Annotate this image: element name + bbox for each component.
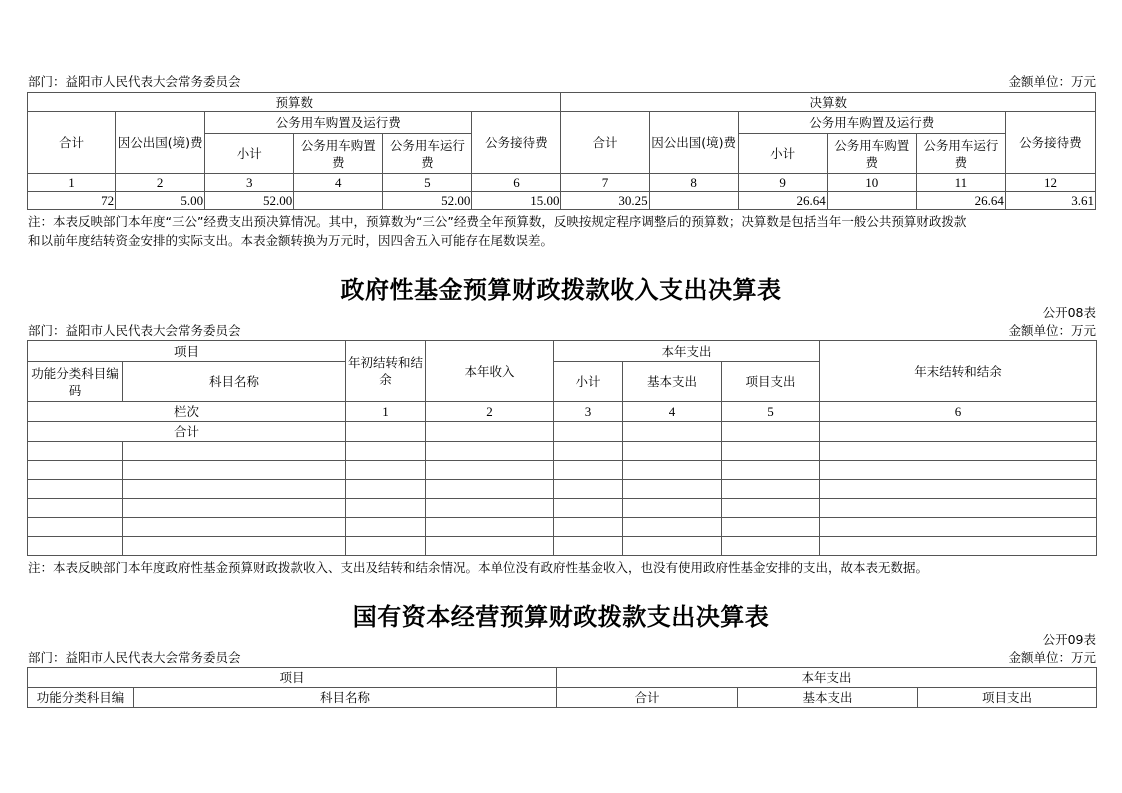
t1-index-cell: 4 xyxy=(294,174,383,192)
t3-unit: 金额单位：万元 xyxy=(1008,650,1096,665)
t2-col-income: 本年收入 xyxy=(426,341,554,402)
t1-col-car-group: 公务用车购置及运行费 xyxy=(205,112,472,134)
t2-index-cell: 4 xyxy=(623,402,722,422)
t1-value-cell: 52.00 xyxy=(383,192,472,210)
t1-unit: 金额单位：万元 xyxy=(1008,74,1096,89)
t1-col-total: 合计 xyxy=(28,112,116,174)
t1-budget-header: 预算数 xyxy=(28,93,561,112)
t1-index-cell: 12 xyxy=(1005,174,1095,192)
t3-col-basic: 基本支出 xyxy=(738,688,918,708)
t1-col-total-final: 合计 xyxy=(561,112,649,174)
t3-col-subject: 科目名称 xyxy=(134,688,557,708)
t1-col-car-run: 公务用车运行费 xyxy=(383,134,472,174)
t2-col-subject: 科目名称 xyxy=(123,362,346,402)
t2-col-func-code: 功能分类科目编码 xyxy=(28,362,123,402)
t2-index-cell: 3 xyxy=(554,402,623,422)
t3-col-item: 项目 xyxy=(28,668,557,688)
t2-total-row xyxy=(28,422,1097,442)
t1-col-car-buy-final: 公务用车购置费 xyxy=(827,134,916,174)
t3-table xyxy=(27,667,1097,708)
t1-index-cell: 6 xyxy=(472,174,561,192)
t1-value-cell: 3.61 xyxy=(1005,192,1095,210)
t1-index-cell: 5 xyxy=(383,174,472,192)
t1-note-line2: 和以前年度结转资金安排的实际支出。本表金额转换为万元时，因四舍五入可能存在尾数误差。 xyxy=(28,233,554,248)
t2-col-end: 年末结转和结余 xyxy=(820,341,1097,402)
t2-row-total-label: 合计 xyxy=(28,422,346,442)
table-row xyxy=(28,518,1097,537)
t1-value-cell: 26.64 xyxy=(738,192,827,210)
table-row xyxy=(28,537,1097,556)
t2-index-cell: 6 xyxy=(820,402,1097,422)
t1-dept: 部门：益阳市人民代表大会常务委员会 xyxy=(28,74,241,89)
t2-table xyxy=(27,340,1097,556)
t1-index-cell: 3 xyxy=(205,174,294,192)
t1-value-cell: 52.00 xyxy=(205,192,294,210)
t3-code: 公开09表 xyxy=(1042,632,1096,647)
t1-value-cell: 15.00 xyxy=(472,192,561,210)
t1-col-reception: 公务接待费 xyxy=(472,112,561,174)
t1-index-cell: 1 xyxy=(28,174,116,192)
t1-index-row xyxy=(28,174,1096,192)
t3-col-func-code: 功能分类科目编 xyxy=(28,688,134,708)
t1-table xyxy=(27,92,1096,210)
t1-index-cell: 7 xyxy=(561,174,649,192)
t1-index-cell: 11 xyxy=(916,174,1005,192)
t1-col-subtotal: 小计 xyxy=(205,134,294,174)
t1-value-cell: 26.64 xyxy=(916,192,1005,210)
t1-col-car-group-final: 公务用车购置及运行费 xyxy=(738,112,1005,134)
t1-col-reception-final: 公务接待费 xyxy=(1005,112,1095,174)
t1-col-abroad: 因公出国(境)费 xyxy=(116,112,205,174)
t3-col-expense: 本年支出 xyxy=(557,668,1097,688)
t2-col-subtotal: 小计 xyxy=(554,362,623,402)
t2-index-cell: 5 xyxy=(722,402,820,422)
table-row xyxy=(28,442,1097,461)
t1-value-cell: 5.00 xyxy=(116,192,205,210)
t2-unit: 金额单位：万元 xyxy=(1008,323,1096,338)
t3-col-total: 合计 xyxy=(557,688,738,708)
t1-value-cell xyxy=(827,192,916,210)
t2-row-index-label: 栏次 xyxy=(28,402,346,422)
t2-col-begin: 年初结转和结余 xyxy=(346,341,426,402)
t3-col-project: 项目支出 xyxy=(918,688,1097,708)
t2-title: 政府性基金预算财政拨款收入支出决算表 xyxy=(340,276,782,304)
t2-col-basic: 基本支出 xyxy=(623,362,722,402)
t1-index-cell: 2 xyxy=(116,174,205,192)
t2-code: 公开08表 xyxy=(1042,305,1096,320)
t3-title: 国有资本经营预算财政拨款支出决算表 xyxy=(352,603,770,631)
t2-col-project: 项目支出 xyxy=(722,362,820,402)
t2-col-expense: 本年支出 xyxy=(554,341,820,362)
t1-index-cell: 10 xyxy=(827,174,916,192)
t2-index-row xyxy=(28,402,1097,422)
t1-value-cell: 72 xyxy=(28,192,116,210)
t1-col-car-buy: 公务用车购置费 xyxy=(294,134,383,174)
t1-value-cell: 30.25 xyxy=(561,192,649,210)
t1-value-row xyxy=(28,192,1096,210)
t1-value-cell xyxy=(294,192,383,210)
t3-dept: 部门：益阳市人民代表大会常务委员会 xyxy=(28,650,241,665)
t2-dept: 部门：益阳市人民代表大会常务委员会 xyxy=(28,323,241,338)
t1-col-car-run-final: 公务用车运行费 xyxy=(916,134,1005,174)
t1-col-abroad-final: 因公出国(境)费 xyxy=(649,112,738,174)
t2-index-cell: 2 xyxy=(426,402,554,422)
t1-value-cell xyxy=(649,192,738,210)
t2-note: 注：本表反映部门本年度政府性基金预算财政拨款收入、支出及结转和结余情况。本单位没有政府性基金收入，也没有使用政府性基金安排的支出，故本表无数据。 xyxy=(28,560,929,575)
t1-col-subtotal-final: 小计 xyxy=(738,134,827,174)
t1-note-line1: 注：本表反映部门本年度“三公”经费支出预决算情况。其中，预算数为“三公”经费全年预算数，反映按规定程序调整后的预算数；决算数是包括当年一般公共预算财政拨款 xyxy=(28,214,967,229)
table-row xyxy=(28,499,1097,518)
t2-index-cell: 1 xyxy=(346,402,426,422)
t1-index-cell: 9 xyxy=(738,174,827,192)
t1-final-header: 决算数 xyxy=(561,93,1096,112)
t1-index-cell: 8 xyxy=(649,174,738,192)
t2-col-item: 项目 xyxy=(28,341,346,362)
table-row xyxy=(28,461,1097,480)
table-row xyxy=(28,480,1097,499)
